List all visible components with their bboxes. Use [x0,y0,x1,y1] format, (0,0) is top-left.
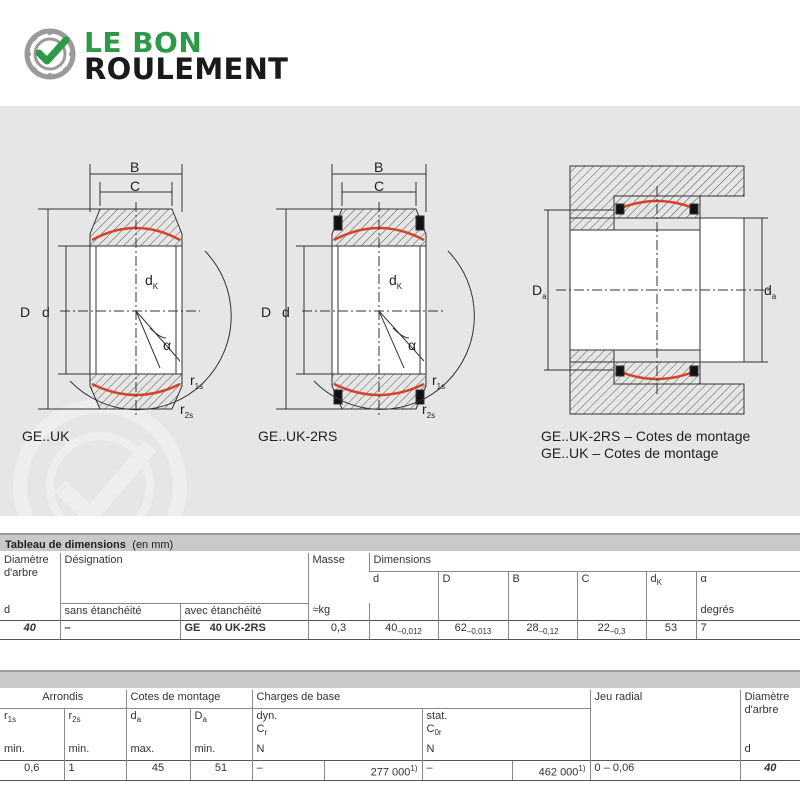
logo-text-line2: ROULEMENT [84,52,289,86]
fig1-label-alpha: α [163,337,172,353]
t1-col-dK: $d_K$ [646,571,696,603]
fig3-caption-line1: GE..UK-2RS – Cotes de montage [541,428,751,444]
table1-title-bar [0,533,800,551]
dimensions-table [0,553,800,640]
t1-h-dimensions: Dimensions [369,553,800,571]
fig3-label-Da: $D_a$ [532,282,547,301]
t1-h-designation: Désignation [60,553,308,603]
fig1-label-D: D [20,304,31,320]
t1-val-D: $62_{-0,013}$ [438,620,508,639]
t1-h-diam: Diamètre d'arbre [4,554,49,579]
t2-h-diam: Diamètre d'arbre [740,690,800,742]
t2-val-r1s: 0,6 [0,760,64,781]
t2-u-max: max. [126,742,190,760]
fig1-label-d: d [42,304,50,320]
t2-val-Cr: 277 000$^{1)}$ [324,760,422,781]
figure-mounting-dimensions [544,166,770,414]
fig1-caption: GE..UK [22,428,70,444]
t2-val-diam: 40 [740,760,800,781]
t1-h-masse: Masse [308,553,369,603]
bearing-check-logo-icon [24,28,76,80]
fig2-caption: GE..UK-2RS [258,428,338,444]
t2-val-Da: 51 [190,760,252,781]
t1-col-B: B [508,571,577,603]
fig1-label-C: C [130,178,141,194]
t1-col-d: d [373,572,380,585]
t1-col-C: C [577,571,646,603]
t1-col-alpha: α [696,571,800,603]
t2-u-d: d [740,742,800,760]
t1-val-avec: GE 40 UK-2RS [180,620,308,639]
fig1-label-r2s: $r_{2s}$ [180,401,194,420]
t1-sub-masse: ≈kg [308,603,369,620]
t2-val-jeu: 0 – 0,06 [590,760,740,781]
table1-units-row [0,603,800,620]
t1-val-sans: – [60,620,180,639]
technical-drawings-panel [0,106,800,516]
t1-sub-degres: degrés [696,603,800,620]
table2-title-bar [0,670,800,688]
table-row [0,760,800,781]
t2-h-arrondis: Arrondis [0,690,126,708]
t2-col-r2s: $r_{2s}$ [64,708,126,742]
fig1-label-r1s: $r_{1s}$ [190,372,204,391]
t1-val-d: $40_{-0,012}$ [369,620,438,639]
t1-sub-avec: avec étanchéité [180,603,308,620]
t2-u-N1: N [252,742,422,760]
fig2-label-C: C [374,178,385,194]
t1-val-B: $28_{-0,12}$ [508,620,577,639]
t2-col-r1s: $r_{1s}$ [4,709,17,724]
fig3-label-da: $d_a$ [764,282,777,301]
watermark-logo-icon [20,406,180,516]
mounting-loads-table [0,690,800,781]
t2-val-dyn-dash: – [252,760,324,781]
t1-val-C: $22_{-0,3}$ [577,620,646,639]
t2-val-r2s: 1 [64,760,126,781]
t2-val-stat-dash: – [422,760,512,781]
t1-val-alpha: 7 [696,620,800,639]
fig2-label-d: d [282,304,290,320]
t2-h-cotes: Cotes de montage [126,690,252,708]
header [0,0,800,106]
table2-header-row1 [0,690,800,708]
table1-title: Tableau de dimensions [5,539,126,551]
fig3-caption-line2: GE..UK – Cotes de montage [541,445,719,461]
t2-col-stat: stat. $C_{0r}$ [422,708,590,742]
fig2-label-alpha: α [408,337,417,353]
t1-col-D: D [438,571,508,603]
t2-u-min3: min. [190,742,252,760]
t2-col-da: $d_a$ [126,708,190,742]
t2-u-min1: min. [4,743,25,755]
fig2-label-dk: $d_K$ [389,272,403,291]
fig2-label-r1s: $r_{1s}$ [432,372,446,391]
t1-val-diam: 40 [0,620,60,639]
table1-header-row1 [0,553,800,571]
t1-sub-sans: sans étanchéité [60,603,180,620]
t2-val-C0r: 462 000$^{1)}$ [512,760,590,781]
table1-title-unit: (en mm) [132,539,174,551]
fig2-label-D: D [261,304,272,320]
t1-sub-d: d [4,604,11,616]
t2-col-Da: $D_a$ [190,708,252,742]
t2-col-dyn: dyn. $C_r$ [252,708,422,742]
t1-val-masse: 0,3 [308,620,369,639]
logo-text-line1: LE BON [84,26,203,59]
t2-u-N2: N [422,742,590,760]
fig2-label-r2s: $r_{2s}$ [422,401,436,420]
t2-u-min2: min. [64,742,126,760]
fig2-label-B: B [374,159,384,175]
t2-h-jeu: Jeu radial [590,690,740,760]
table-row [0,620,800,639]
fig1-label-B: B [130,159,140,175]
t2-val-da: 45 [126,760,190,781]
t1-val-dK: 53 [646,620,696,639]
t2-h-charges: Charges de base [252,690,590,708]
fig1-label-dk: $d_K$ [145,272,159,291]
